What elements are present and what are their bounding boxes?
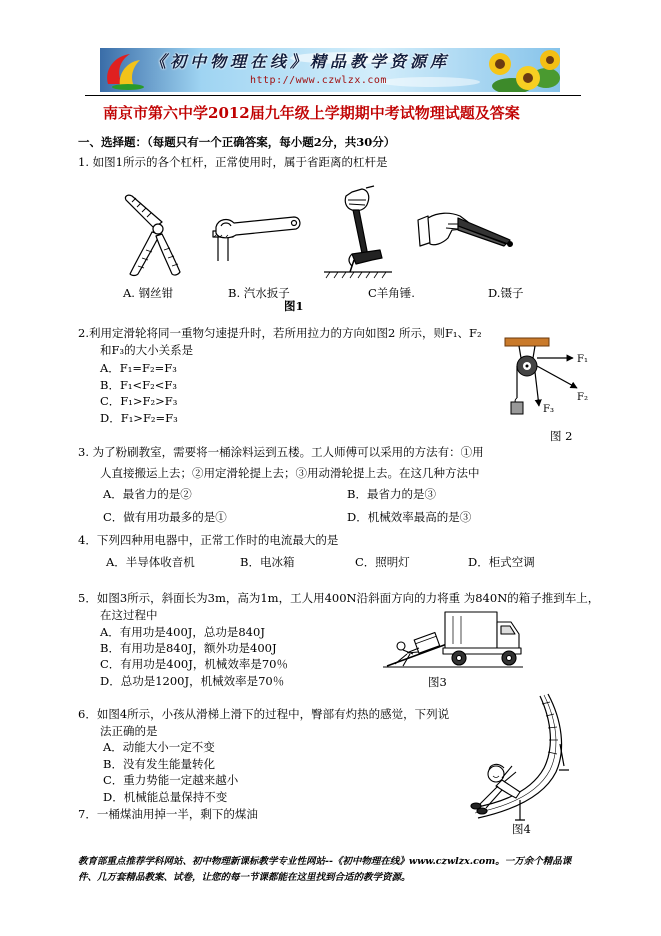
figure-1-pliers	[112, 192, 187, 278]
force-label-f2: F₂	[577, 392, 588, 403]
figure-2-caption: 图 2	[550, 429, 573, 443]
question-4-option-b: B．电冰箱	[240, 555, 295, 569]
question-4-option-c: C．照明灯	[355, 555, 410, 569]
question-2-option-b: B．F₁<F₂<F₃	[100, 378, 177, 392]
ceiling-bar	[505, 338, 549, 346]
question-1-option-d: D.镊子	[488, 286, 524, 300]
question-6-option-c: C．重力势能一定越来越小	[103, 773, 239, 787]
figure-1-bottle-opener	[210, 213, 302, 263]
question-1-option-a: A. 钢丝钳	[123, 286, 174, 300]
question-5-option-d: D．总功是1200J，机械效率是70％	[100, 674, 285, 688]
force-arrow-f2	[537, 366, 577, 388]
question-3-stem-line-2: 人直接搬运上去；②用定滑轮提上去；③用动滑轮提上去。在这几种方法中	[100, 466, 480, 480]
spiral-slide	[472, 694, 569, 820]
question-6-option-a: A．动能大小一定不变	[103, 740, 215, 754]
footer-line-1: 教育部重点推荐学科网站、初中物理新课标教学专业性网站--《初中物理在线》www.czwlzx.com。一万余个精品课	[78, 856, 572, 867]
question-5-stem-line-1: 5．如图3所示，斜面长为3m，高为1m，工人用400N沿斜面方向的力将重 为840N的箱子推到车上，	[78, 591, 600, 605]
question-6-stem-line-1: 6．如图4所示，小孩从滑梯上滑下的过程中，臀部有灼热的感觉，下列说	[78, 707, 450, 721]
question-5-option-c: C．有用功是400J，机械效率是70％	[100, 657, 288, 671]
question-3-option-d: D．机械效率最高的是③	[347, 510, 472, 524]
truck	[443, 612, 521, 665]
question-1-stem: 1. 如图1所示的各个杠杆，正常使用时，属于省距离的杠杆是	[78, 155, 388, 169]
question-6-option-b: B．没有发生能量转化	[103, 757, 215, 771]
hanging-weight	[511, 402, 523, 414]
figure-1-caption: 图1	[284, 299, 304, 313]
figure-4-slide-child	[462, 692, 590, 824]
question-5-option-b: B．有用功是840J，额外功是400J	[100, 641, 277, 655]
question-6-stem-line-2: 法正确的是	[100, 724, 158, 738]
question-4-stem: 4．下列四种用电器中，正常工作时的电流最大的是	[78, 533, 339, 547]
question-7-stem: 7．一桶煤油用掉一半，剩下的煤油	[78, 807, 258, 821]
question-3-option-a: A．最省力的是②	[103, 487, 192, 501]
question-2-option-a: A．F₁=F₂=F₃	[100, 361, 177, 375]
question-2-stem-line-2: 和F₃的大小关系是	[100, 343, 194, 357]
question-3-stem-line-1: 3. 为了粉刷教室，需要将一桶涂料运到五楼。工人师傅可以采用的方法有：①用	[78, 445, 484, 459]
header-rule	[85, 95, 581, 96]
site-banner	[100, 48, 560, 92]
figure-2-fixed-pulley	[503, 336, 598, 428]
figure-3-truck-ramp	[383, 606, 523, 670]
sliding-child	[471, 764, 520, 814]
section-heading: 一、选择题：（每题只有一个正确答案，每小题2分，共30分）	[78, 135, 396, 149]
footer-line-2: 件、几万套精品教案、试卷，让您的每一节课都能在这里找到合适的教学资源。	[78, 872, 411, 883]
question-4-option-d: D．柜式空调	[468, 555, 535, 569]
question-5-option-a: A．有用功是400J，总功是840J	[100, 625, 265, 639]
force-label-f1: F₁	[577, 354, 588, 365]
figure-4-caption: 图4	[512, 822, 531, 836]
question-3-option-c: C．做有用功最多的是①	[103, 510, 227, 524]
figure-1-tweezers	[418, 202, 514, 260]
question-3-option-b: B．最省力的是③	[347, 487, 436, 501]
question-1-option-c: C羊角锤.	[368, 286, 415, 300]
question-5-stem-line-2: 在这过程中	[100, 608, 158, 622]
page-title: 南京市第六中学2012届九年级上学期期中考试物理试题及答案	[103, 104, 520, 122]
question-4-option-a: A．半导体收音机	[106, 555, 195, 569]
force-arrow-f3	[535, 372, 539, 406]
force-label-f3: F₃	[543, 404, 554, 415]
question-2-option-c: C．F₁>F₂>F₃	[100, 394, 178, 408]
banner-title: 《初中物理在线》精品教学资源库	[150, 52, 451, 71]
question-1-option-b: B. 汽水扳子	[228, 286, 290, 300]
banner-url: http://www.czwlzx.com	[250, 75, 387, 86]
question-2-stem-line-1: 2.利用定滑轮将同一重物匀速提升时，若所用拉力的方向如图2 所示，则F₁、F₂	[78, 326, 482, 340]
figure-3-caption: 图3	[428, 675, 447, 689]
question-2-option-d: D．F₁>F₂=F₃	[100, 411, 178, 425]
pushed-box	[414, 632, 439, 653]
question-6-option-d: D．机械能总量保持不变	[103, 790, 228, 804]
figure-1-claw-hammer	[322, 188, 394, 280]
